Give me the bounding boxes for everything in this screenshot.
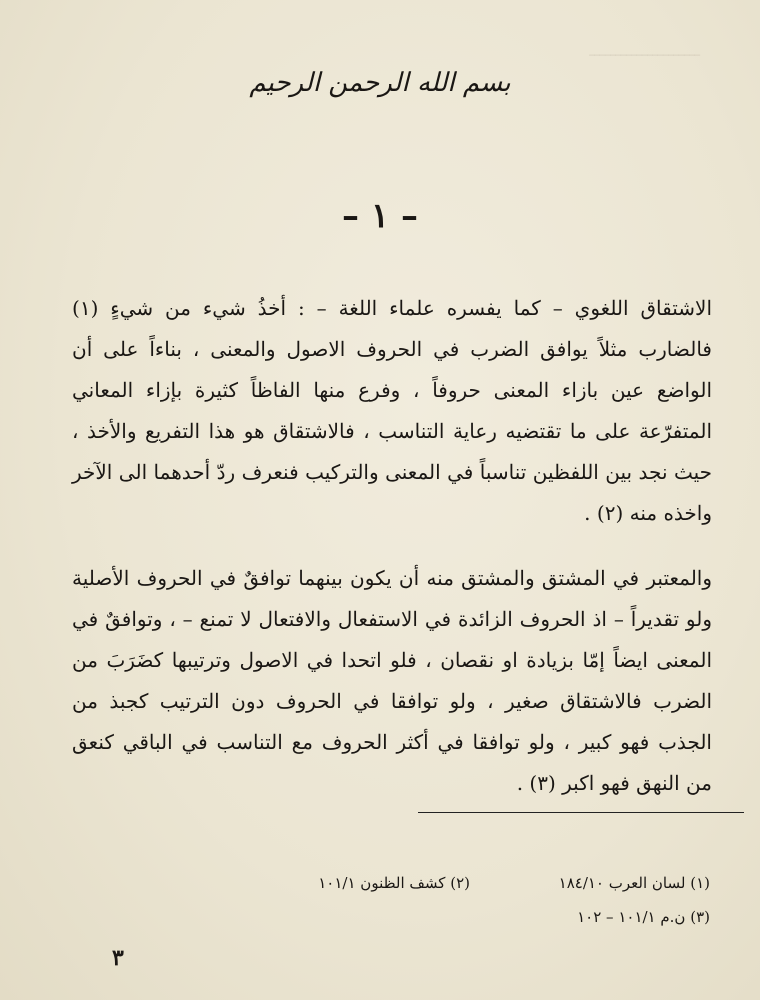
footnote-row: [70, 866, 710, 900]
footnote-row: [70, 900, 710, 934]
footnotes: [70, 866, 710, 934]
basmala-heading: بسم الله الرحمن الرحيم: [249, 68, 511, 98]
page-number: ٣: [112, 945, 124, 971]
footnote-separator: [418, 812, 744, 813]
footnote-3: (٣) ن.م ١٠١/١ – ١٠٢: [577, 908, 710, 926]
footnote-2: (٢) كشف الظنون ١٠١/١: [318, 874, 470, 892]
bleed-through-text: ـــــــــــــــــــــ: [589, 40, 700, 61]
footnote-1: (١) لسان العرب ١٨٤/١٠: [558, 874, 710, 892]
main-text: [72, 288, 712, 804]
paragraph-2: والمعتبر في المشتق والمشتق منه أن يكون بينهما توافقٌ في الحروف الأصلية ولو تقديراً – اذ الحروف الزائدة في الاستفعال والافتعال لا تمنع – ، وتوافقٌ في المعنى ايضاً إمّا بزيادة او نقصان ، فلو اتحدا في الاصول وترتيبها كضَرَبَ من الضرب فالاشتقاق صغير ، ولو توافقا في الحروف دون الترتيب كجبذ من الجذب فهو كبير ، ولو توافقا في أكثر الحروف مع التناسب في الباقي كنعق من النهق فهو اكبر (٣) .: [72, 566, 712, 795]
chapter-number: – ١ –: [342, 196, 418, 236]
paragraph-1: الاشتقاق اللغوي – كما يفسره علماء اللغة – : أخذُ شيء من شيءٍ (١) فالضارب مثلاً يوافق الضرب في الحروف الاصول والمعنى ، بناءاً على أن الواضع عين بازاء المعنى حروفاً ، وفرع منها الفاظاً كثيرة بإزاء المعاني المتفرّعة على ما تقتضيه رعاية التناسب ، فالاشتقاق هو هذا التفريع والأخذ ، حيث نجد بين اللفظين تناسباً في المعنى والتركيب فنعرف ردّ أحدهما الى الآخر واخذه منه (٢) .: [72, 296, 713, 525]
